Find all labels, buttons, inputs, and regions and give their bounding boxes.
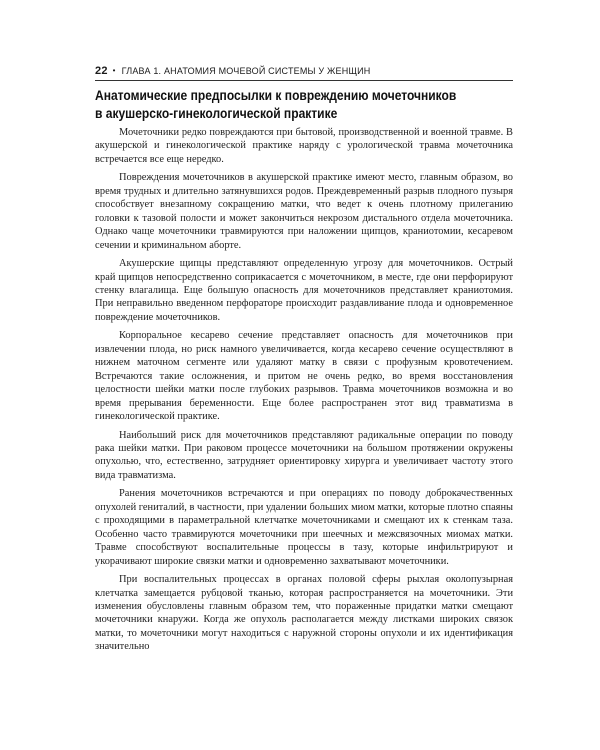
section-title-line-1: Анатомические предпосылки к повреждению мочеточников [95,87,457,103]
running-head [95,64,513,78]
paragraph-2: Повреждения мочеточников в акушерской практике имеют место, главным образом, во время трудных и длительно затянувшихся родов. Преждевременный разрыв плодного пузыря способствует внезапному сокращению матки, что ведет к очень плотному прилеганию головки к тазовой полости и может закончиться некрозом дистального отдела мочеточника. Однако чаще мочеточники травмируются при наложении щипцов, краниотомии, кесаревом сечении и криминальном аборте. [95,172,513,251]
chapter-title: ГЛАВА 1. АНАТОМИЯ МОЧЕВОЙ СИСТЕМЫ У ЖЕНЩИН [121,66,371,76]
paragraph-7: При воспалительных процессах в органах половой сферы рыхлая околопузырная клетчатка замещается рубцовой тканью, которая распространяется на мочеточники. Эти изменения обусловлены главным образом тем, что пораженные придатки матки смещают мочеточники кнаружи. Когда же опухоль располагается между листками широких связок матки, то мочеточники могут находиться с наружной стороны опухоли и их идентификация значительно [95,574,513,653]
paragraph-5: Наибольший риск для мочеточников представляют радикальные операции по поводу рака шейки матки. При раковом процессе мочеточники на большом протяжении окружены опухолью, что, естественно, затрудняет ориентировку хирурга и увеличивает частоту этого вида травматизма. [95,429,513,481]
body-text [95,126,513,659]
section-title-line-2: в акушерско-гинекологической практике [95,105,338,121]
paragraph-1: Мочеточники редко повреждаются при бытовой, производственной и военной травме. В акушерской и гинекологической практике наряду с урологической травма мочеточника встречается все еще нередко. [95,127,513,165]
page-number: 22 [95,65,108,77]
bullet-separator: • [112,66,116,75]
paragraph-4: Корпоральное кесарево сечение представляет опасность для мочеточников при извлечении плода, но риск намного увеличивается, когда кесарево сечение осуществляют в нижнем маточном сегменте или удаляют матку в связи с профузным кровотечением. Встречаются такие осложнения, и притом не очень редко, во время восстановления целостности шейки матки после глубоких разрывов. Травма мочеточников возможна и во время прерывания беременности. Еще более распространен этот вид травматизма в гинекологической практике. [95,330,513,423]
paragraph-3: Акушерские щипцы представляют определенную угрозу для мочеточников. Острый край щипцов непосредственно соприкасается с мочеточником, в месте, где они перфорируют стенку влагалища. Еще большую опасность для мочеточников представляет краниотомия. При неправильно введенном перфораторе происходит раздавливание плода и одновременное повреждение мочеточников. [95,258,513,323]
header-rule [95,80,513,81]
section-title [95,86,457,122]
paragraph-6: Ранения мочеточников встречаются и при операциях по поводу доброкачественных опухолей гениталий, в частности, при удалении больших миом матки, которые плотно спаяны с проходящими в параметральной клетчатке мочеточниками и смещают их к стенкам таза. Особенно часто травмируются мочеточники при шеечных и межсвязочных миомах матки. Травме способствуют воспалительные процессы в тазу, которые инфильтрируют и укорачивают широкие связки матки и одновременно захватывают мочеточники. [95,488,513,567]
